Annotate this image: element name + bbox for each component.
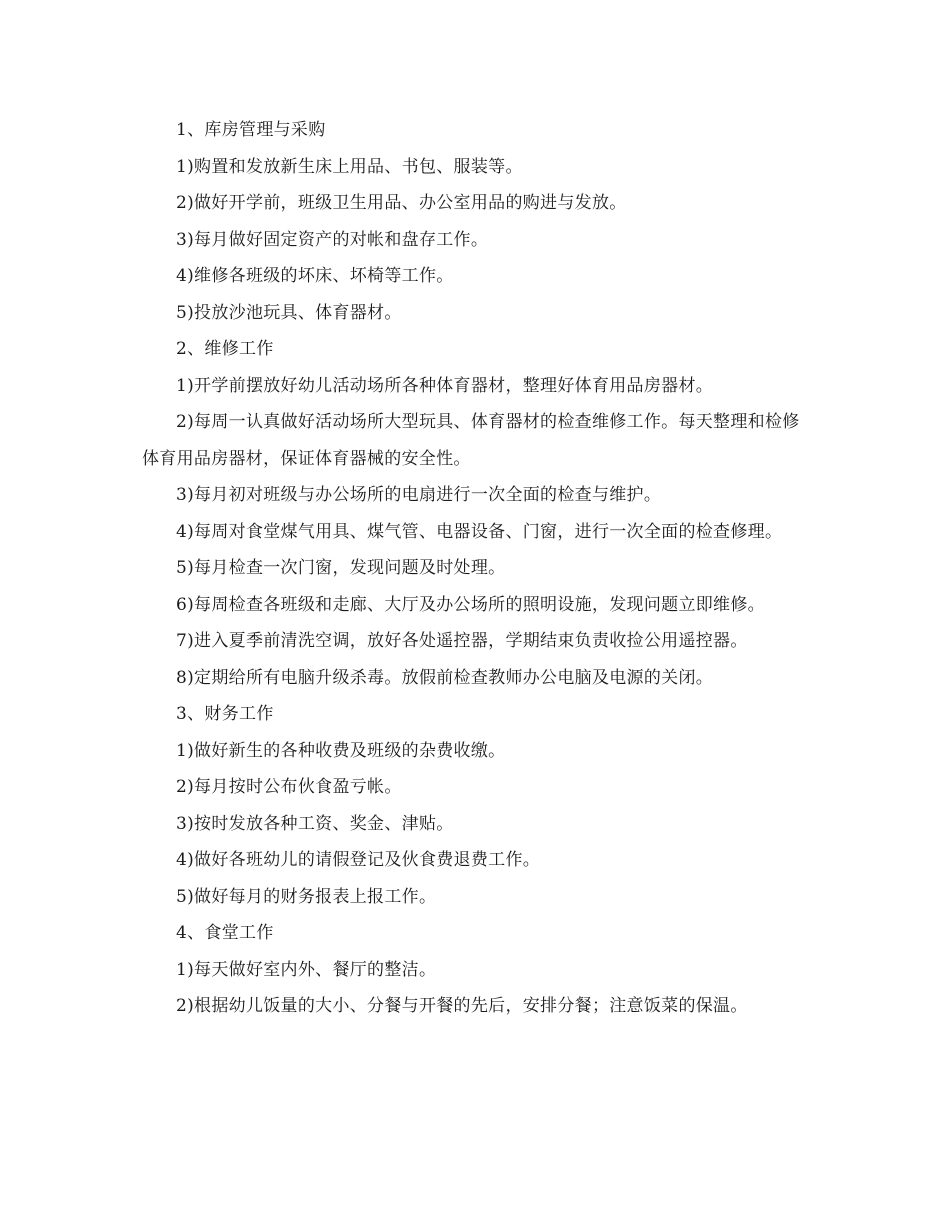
section-heading: 1、库房管理与采购 — [176, 120, 326, 140]
list-item: 3)每月做好固定资产的对帐和盘存工作。 — [176, 229, 489, 250]
list-item: 5)做好每月的财务报表上报工作。 — [176, 886, 437, 907]
list-item: 2)根据幼儿饭量的大小、分餐与开餐的先后，安排分餐；注意饭菜的保温。 — [176, 996, 748, 1016]
section-heading: 2、维修工作 — [176, 339, 274, 359]
list-item: 3)按时发放各种工资、奖金、津贴。 — [176, 813, 454, 834]
list-item: 4)每周对食堂煤气用具、煤气管、电器设备、门窗，进行一次全面的检查修理。 — [176, 521, 783, 542]
list-item: 4)做好各班幼儿的请假登记及伙食费退费工作。 — [176, 850, 541, 870]
list-item: 2)每周一认真做好活动场所大型玩具、体育器材的检查维修工作。每天整理和检修体育用品房器材，保证体育器械的安全性。 — [142, 412, 800, 469]
list-item: 2)每月按时公布伙食盈亏帐。 — [176, 777, 402, 797]
list-item: 1)购置和发放新生床上用品、书包、服装等。 — [176, 156, 523, 177]
list-item: 5)投放沙池玩具、体育器材。 — [176, 302, 402, 323]
document-body — [142, 112, 802, 1025]
list-item: 6)每周检查各班级和走廊、大厅及办公场所的照明设施，发现问题立即维修。 — [176, 594, 765, 615]
list-item: 3)每月初对班级与办公场所的电扇进行一次全面的检查与维护。 — [176, 485, 662, 505]
list-item: 1)开学前摆放好幼儿活动场所各种体育器材，整理好体育用品房器材。 — [176, 375, 714, 396]
list-item: 2)做好开学前，班级卫生用品、办公室用品的购进与发放。 — [176, 193, 627, 213]
list-item: 1)每天做好室内外、餐厅的整洁。 — [176, 959, 437, 980]
section-heading: 3、财务工作 — [176, 704, 274, 724]
list-item: 1)做好新生的各种收费及班级的杂费收缴。 — [176, 740, 506, 761]
list-item: 8)定期给所有电脑升级杀毒。放假前检查教师办公电脑及电源的关闭。 — [176, 667, 714, 688]
list-item: 7)进入夏季前清洗空调，放好各处遥控器，学期结束负责收捡公用遥控器。 — [176, 631, 748, 651]
list-item: 5)每月检查一次门窗，发现问题及时处理。 — [176, 558, 506, 578]
section-heading: 4、食堂工作 — [176, 923, 274, 943]
list-item: 4)维修各班级的坏床、坏椅等工作。 — [176, 266, 454, 286]
